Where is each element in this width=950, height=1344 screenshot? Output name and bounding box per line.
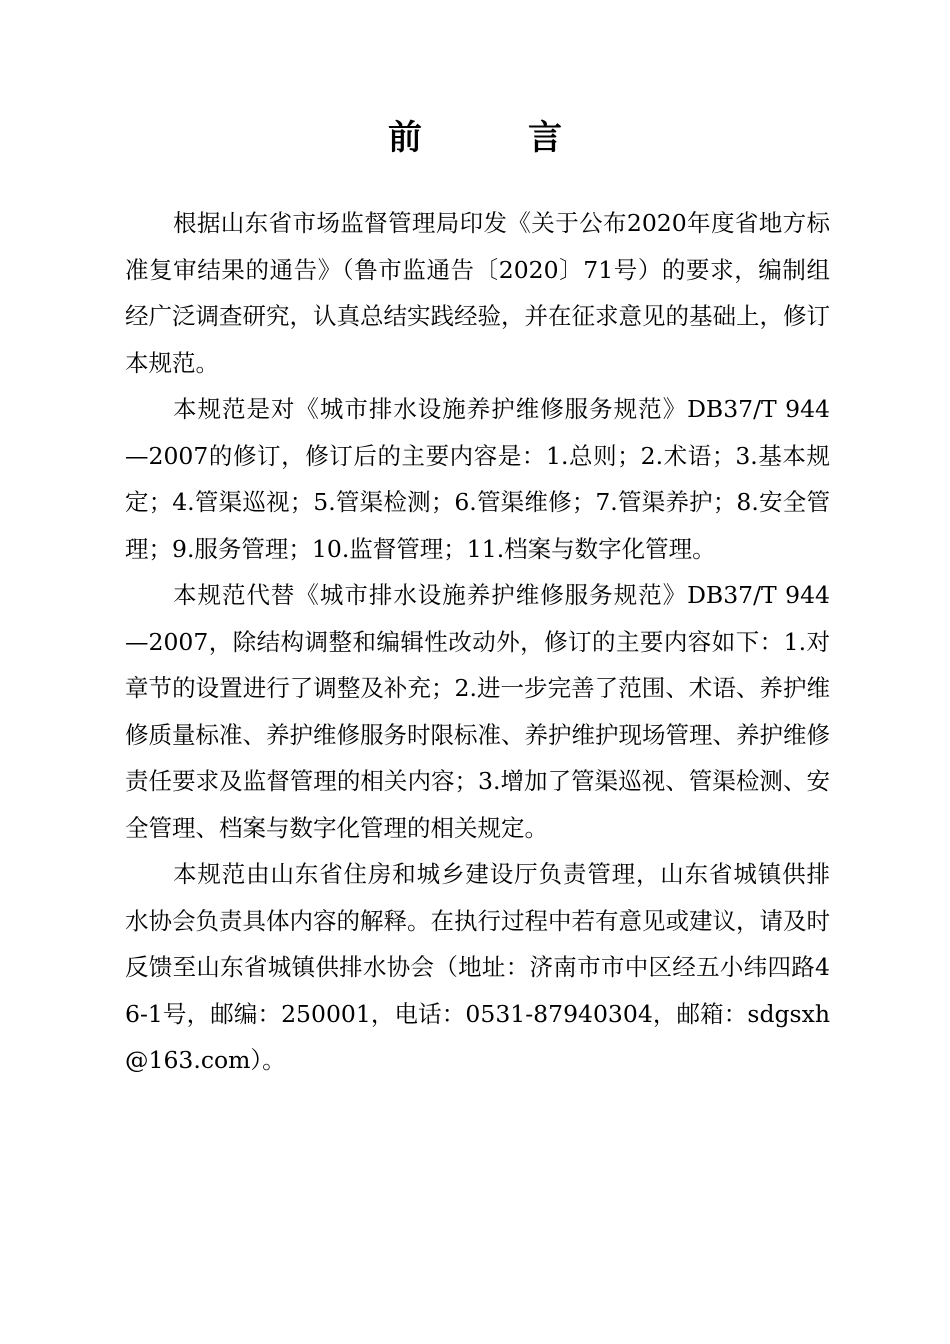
paragraph-revision-contents: 本规范是对《城市排水设施养护维修服务规范》DB37/T 944—2007的修订，修订后的主要内容是：1.总则；2.术语；3.基本规定；4.管渠巡视；5.管渠检测；6.管渠维修；7.管渠养护；8.安全管理；9.服务管理；10.监督管理；11.档案与数字化管理。	[125, 395, 830, 563]
page-title: 前 言	[388, 118, 598, 158]
preface-body	[125, 200, 830, 1084]
paragraph-replacement-changes: 本规范代替《城市排水设施养护维修服务规范》DB37/T 944—2007，除结构调整和编辑性改动外，修订的主要内容如下：1.对章节的设置进行了调整及补充；2.进一步完善了范围、术语、养护维修质量标准、养护维修服务时限标准、养护维护现场管理、养护维修责任要求及监督管理的相关内容；3.增加了管渠巡视、管渠检测、安全管理、档案与数字化管理的相关规定。	[125, 581, 830, 842]
paragraph-revision-basis: 根据山东省市场监督管理局印发《关于公布2020年度省地方标准复审结果的通告》（鲁市监通告〔2020〕71号）的要求，编制组经广泛调查研究，认真总结实践经验，并在征求意见的基础上，修订本规范。	[125, 209, 830, 377]
paragraph-management-contact: 本规范由山东省住房和城乡建设厅负责管理，山东省城镇供排水协会负责具体内容的解释。在执行过程中若有意见或建议，请及时反馈至山东省城镇供排水协会（地址：济南市市中区经五小纬四路46-1号，邮编：250001，电话：0531-87940304，邮箱：sdgsxh@163.com）。	[125, 860, 830, 1074]
